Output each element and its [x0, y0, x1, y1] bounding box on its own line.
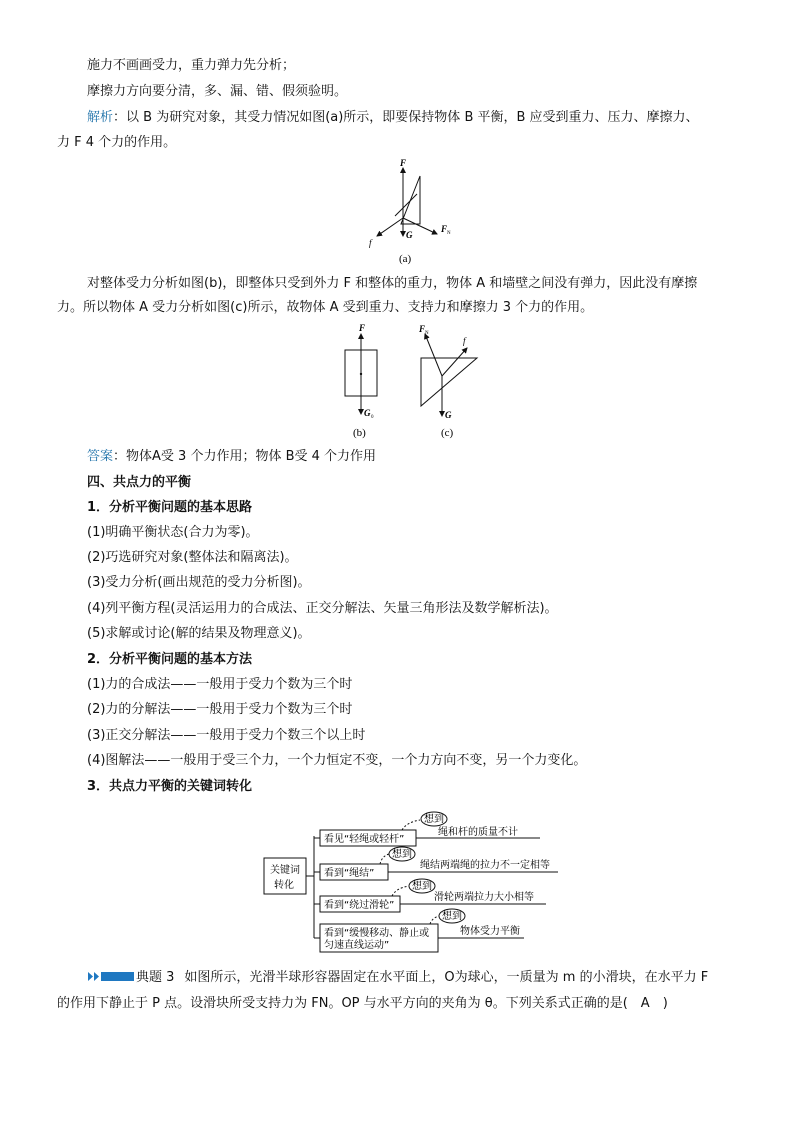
concept-map [262, 810, 562, 958]
label-FN: F [441, 224, 448, 234]
example-tag-icon [88, 972, 134, 981]
think-label: 想到 [424, 814, 444, 825]
list-item: (4)图解法——一般用于受三个力，一个力恒定不变，一个力方向不变，另一个力变化。 [87, 753, 587, 768]
section-heading: 四、共点力的平衡 [87, 475, 192, 490]
label-F: F [359, 323, 366, 333]
subsection-heading: 2．分析平衡问题的基本方法 [87, 652, 253, 667]
figure-c [405, 322, 485, 442]
text-line: 对整体受力分析如图(b)，即整体只受到外力 F 和整体的重力，物体 A 和墙壁之间没有弹力，因此没有摩擦 [87, 276, 698, 291]
keyword-text: 看到“缓慢移动、静止或 [324, 928, 430, 939]
figure-c-caption: (c) [441, 427, 454, 439]
label-F: F [400, 158, 407, 168]
label-f: f [369, 238, 372, 248]
keyword-text: 匀速直线运动” [324, 940, 390, 951]
list-item: (2)力的分解法——一般用于受力个数为三个时 [87, 702, 353, 717]
wedge-shape [421, 358, 477, 406]
example-line: 的作用下静止于 P 点。设滑块所受支持力为 FN。OP 与水平方向的夹角为 θ。下列关系式正确的是( A ) [57, 996, 668, 1011]
answer-line [87, 447, 376, 467]
label-FN: F [419, 324, 426, 334]
analysis-line [87, 108, 699, 128]
label-G: G [445, 410, 452, 420]
result-text: 绳和杆的质量不计 [438, 827, 518, 838]
subsection-heading: 3．共点力平衡的关键词转化 [87, 779, 253, 794]
list-item: (1)力的合成法——一般用于受力个数为三个时 [87, 677, 353, 692]
keyword-text: 看到“绕过滑轮” [324, 900, 395, 911]
label-G0-sub: 0 [371, 415, 374, 420]
analysis-text: ：以 B 为研究对象，其受力情况如图(a)所示，即要保持物体 B 平衡，B 应受到重力、压力、摩擦力、 [113, 110, 699, 125]
text-line: 施力不画画受力，重力弹力先分析； [87, 58, 296, 73]
think-label: 想到 [392, 849, 412, 860]
figure-a [365, 158, 475, 268]
answer-label: 答案 [87, 449, 114, 464]
text-line: 摩擦力方向要分清，多、漏、错、假须验明。 [87, 84, 348, 99]
result-text: 物体受力平衡 [460, 926, 520, 937]
analysis-label: 解析 [87, 110, 114, 125]
list-item: (5)求解或讨论(解的结果及物理意义)。 [87, 626, 311, 641]
think-label: 想到 [412, 881, 432, 892]
keyword-text: 看到“绳结” [324, 868, 375, 879]
list-item: (3)正交分解法——一般用于受力个数三个以上时 [87, 728, 366, 743]
text-line: 力 F 4 个力的作用。 [57, 135, 177, 150]
list-item: (3)受力分析(画出规范的受力分析图)。 [87, 575, 311, 590]
figure-b-caption: (b) [353, 427, 366, 439]
think-label: 想到 [442, 911, 462, 922]
list-item: (4)列平衡方程(灵活运用力的合成法、正交分解法、矢量三角形法及数学解析法)。 [87, 601, 558, 616]
result-text: 滑轮两端拉力大小相等 [434, 892, 534, 903]
root-label: 关键词 [270, 865, 300, 876]
label-G0: G [364, 408, 371, 418]
root-label: 转化 [274, 880, 294, 891]
label-G: G [406, 230, 413, 240]
example-text: 如图所示，光滑半球形容器固定在水平面上，O为球心，一质量为 m 的小滑块，在水平力 F [184, 970, 709, 985]
keyword-text: 看见“轻绳或轻杆” [324, 834, 405, 845]
example-line [136, 968, 708, 988]
figure-b [330, 322, 390, 442]
answer-text: ：物体A受 3 个力作用；物体 B受 4 个力作用 [113, 449, 377, 464]
subsection-heading: 1．分析平衡问题的基本思路 [87, 500, 253, 515]
example-label: 典题 3 [136, 970, 175, 985]
list-item: (2)巧选研究对象(整体法和隔离法)。 [87, 550, 298, 565]
result-text: 绳结两端绳的拉力不一定相等 [420, 860, 550, 871]
label-f: f [463, 336, 466, 346]
label-FN-sub: N [447, 231, 451, 236]
text-line: 力。所以物体 A 受力分析如图(c)所示，故物体 A 受到重力、支持力和摩擦力 3 个力的作用。 [57, 300, 594, 315]
figure-a-caption: (a) [399, 253, 412, 265]
list-item: (1)明确平衡状态(合力为零)。 [87, 525, 259, 540]
label-FN-sub: N [425, 331, 429, 336]
